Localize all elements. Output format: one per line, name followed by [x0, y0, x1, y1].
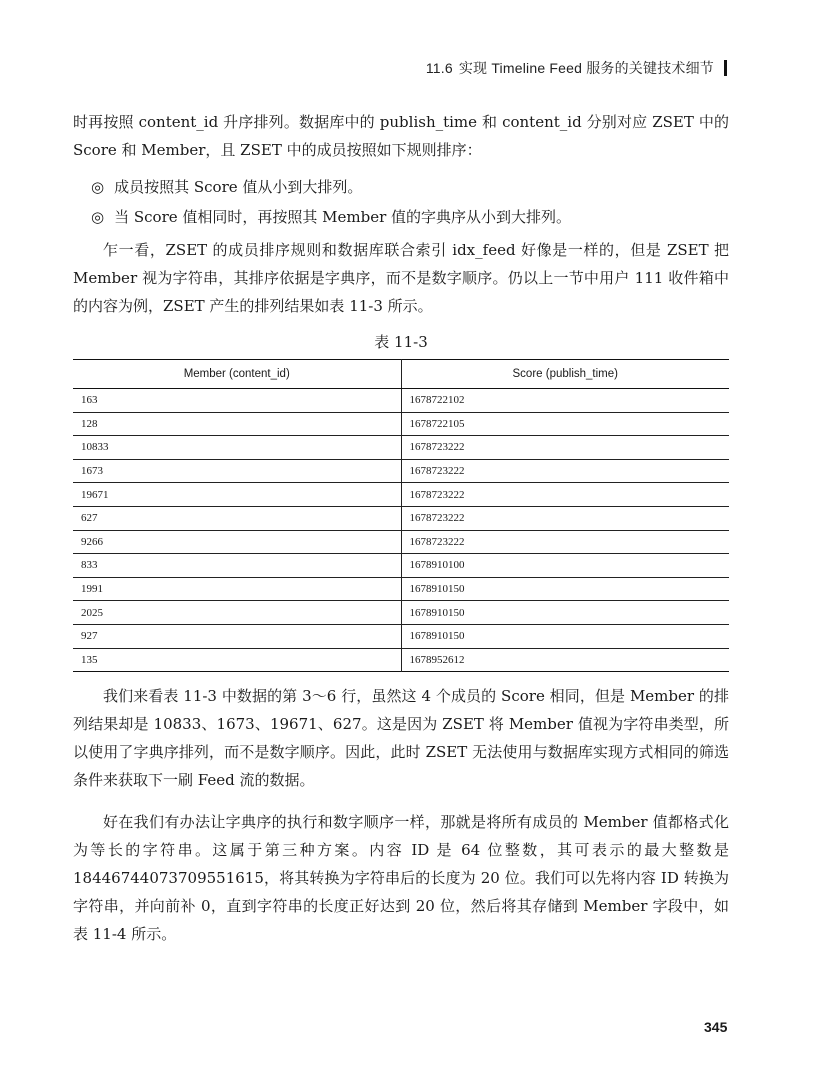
score-cell: 1678723222	[401, 483, 729, 507]
member-cell: 927	[73, 624, 401, 648]
table-row	[73, 577, 729, 601]
column-header-score: Score (publish_time)	[401, 360, 729, 389]
rule-text: 当 Score 值相同时，再按照其 Member 值的字典序从小到大排列。	[114, 208, 572, 226]
rule-text: 成员按照其 Score 值从小到大排列。	[114, 178, 363, 196]
table-row	[73, 412, 729, 436]
score-cell: 1678723222	[401, 506, 729, 530]
member-cell: 135	[73, 648, 401, 672]
table-row	[73, 483, 729, 507]
header-section-title: 实现 Timeline Feed 服务的关键技术细节	[458, 60, 714, 76]
score-cell: 1678910150	[401, 624, 729, 648]
score-cell: 1678952612	[409, 653, 465, 666]
rule-list-item	[91, 203, 729, 231]
table-header-row	[73, 360, 729, 389]
bullet-icon: ◎	[91, 178, 105, 196]
member-cell: 163	[73, 389, 401, 413]
score-cell: 1678722102	[401, 389, 729, 413]
member-cell: 1673	[73, 459, 401, 483]
table-body	[73, 389, 729, 672]
score-cell: 1678910150	[401, 577, 729, 601]
header-bar-mark	[724, 60, 727, 76]
page-number: 345	[704, 1019, 728, 1035]
table-row	[73, 624, 729, 648]
member-cell: 10833	[73, 436, 401, 460]
member-cell: 9266	[73, 530, 401, 554]
table-row	[73, 530, 729, 554]
rule-list-item	[91, 173, 729, 201]
paragraph-2: 乍一看，ZSET 的成员排序规则和数据库联合索引 idx_feed 好像是一样的，但是 ZSET 把 Member 视为字符串，其排序依据是字典序，而不是数字顺序。仍以上一节中用户 111 收件箱中的内容为例，ZSET 产生的排列结果如表 11-3 所示。	[73, 241, 729, 315]
rule-list	[73, 173, 729, 231]
paragraph-3: 我们来看表 11-3 中数据的第 3～6 行，虽然这 4 个成员的 Score 相同，但是 Member 的排列结果却是 10833、1673、19671、627。这是因为 ZSET 将 Member 值视为字符串类型，所以使用了字典序排列，而不是数字顺序。因此，此时 ZSET 无法使用与数据库实现方式相同的筛选条件来获取下一刷 Feed 流的数据。	[73, 687, 729, 790]
member-cell: 128	[73, 412, 401, 436]
table-row	[73, 554, 729, 578]
column-header-member: Member (content_id)	[73, 360, 401, 389]
member-cell: 2025	[73, 601, 401, 625]
table-row	[73, 389, 729, 413]
table-row	[73, 648, 729, 672]
member-cell: 1991	[73, 577, 401, 601]
score-cell: 1678910100	[401, 554, 729, 578]
running-header	[426, 58, 727, 78]
table-row	[73, 436, 729, 460]
header-section-number: 11.6	[425, 60, 453, 76]
score-cell: 1678723222	[401, 459, 729, 483]
member-cell: 627	[73, 506, 401, 530]
score-cell: 1678910150	[401, 601, 729, 625]
zset-order-table	[73, 359, 729, 672]
table-row	[73, 601, 729, 625]
score-cell: 1678723222	[401, 436, 729, 460]
score-cell: 1678722105	[401, 412, 729, 436]
table-row	[73, 459, 729, 483]
table-caption: 表 11-3	[374, 333, 428, 351]
bullet-icon: ◎	[91, 208, 105, 226]
score-cell: 1678723222	[401, 530, 729, 554]
paragraph-4: 好在我们有办法让字典序的执行和数字顺序一样，那就是将所有成员的 Member 值都格式化为等长的字符串。这属于第三种方案。内容 ID 是 64 位整数，其可表示的最大整数是 18446744073709551615，将其转换为字符串后的长度为 20 位。我们可以先将内容 ID 转换为字符串，并向前补 0，直到字符串的长度正好达到 20 位，然后将其存储到 Member 字段中，如表 11-4 所示。	[73, 813, 729, 944]
member-cell: 19671	[73, 483, 401, 507]
page-body	[73, 108, 729, 948]
table-row	[73, 506, 729, 530]
member-cell: 833	[73, 554, 401, 578]
paragraph-1: 时再按照 content_id 升序排列。数据库中的 publish_time 和 content_id 分别对应 ZSET 中的 Score 和 Member，且 ZSET 中的成员按照如下规则排序：	[73, 113, 729, 159]
